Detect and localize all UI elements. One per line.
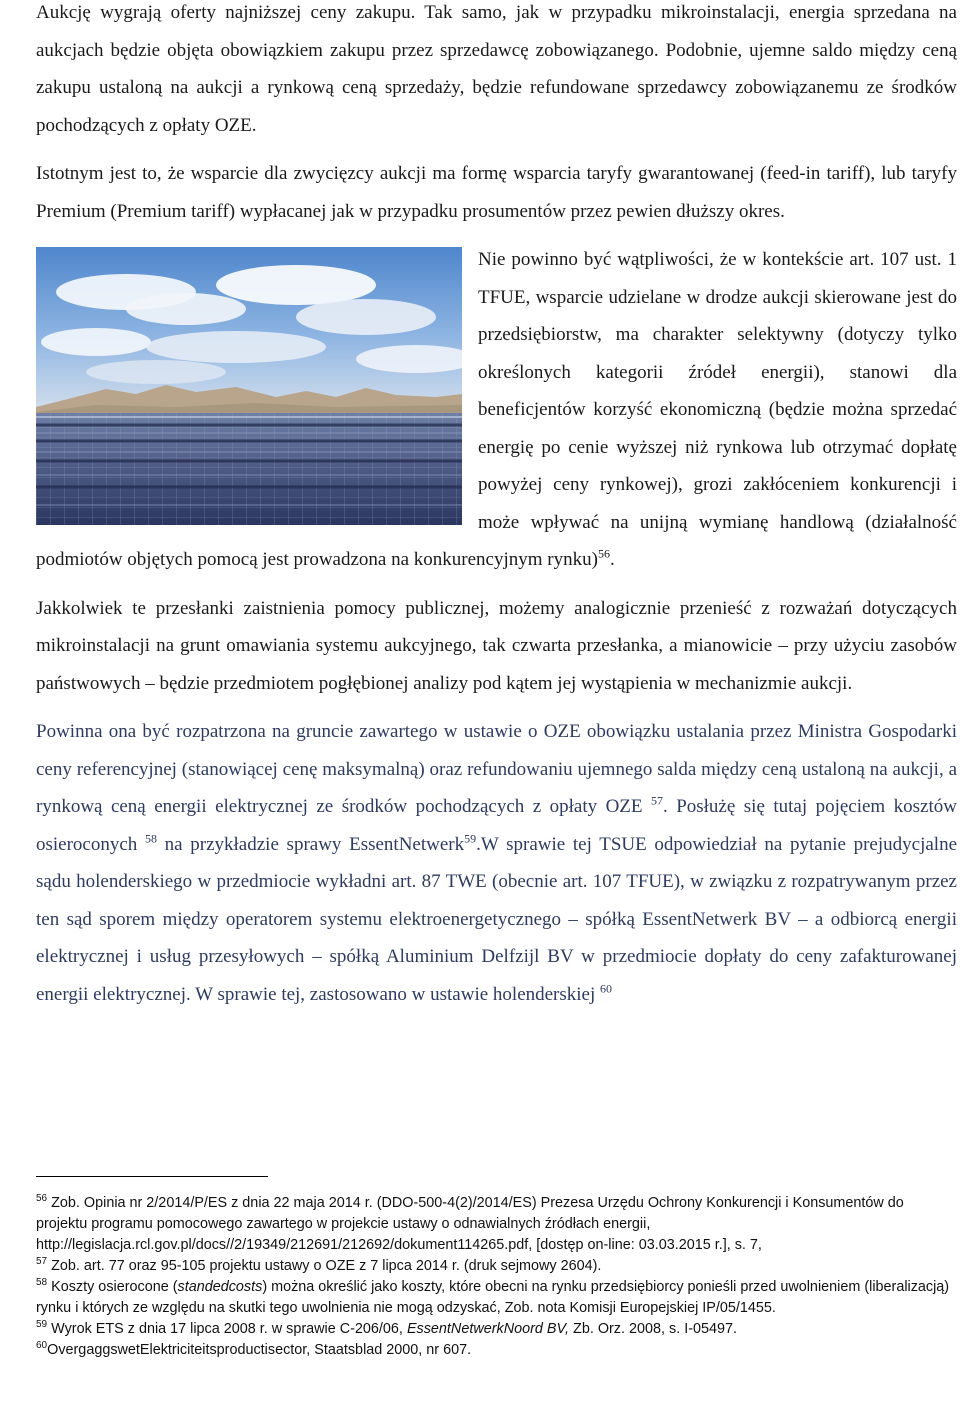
- paragraph-state-resources: Jakkolwiek te przesłanki zaistnienia pomocy publicznej, możemy analogicznie przenieść z rozważań dotyczących mikroinstalacji na grunt omawiania systemu aukcyjnego, tak czwarta przesłanka, a mianowicie – przy użyciu zasobów państwowych – będzie przedmiotem pogłębionej analizy pod kątem jej wystąpienia w mechanizmie aukcji.: [36, 597, 957, 694]
- document-page: [36, 0, 958, 1358]
- footnote-ref-60[interactable]: 60: [600, 981, 613, 996]
- paragraph-art107-end: .: [609, 549, 615, 570]
- footnote-number: 60: [36, 1340, 48, 1352]
- solar-panels-image: [36, 247, 462, 525]
- footnote-separator: [36, 1176, 268, 1177]
- footnote-number: 59: [36, 1319, 48, 1331]
- footnote-60: [36, 1340, 957, 1361]
- footnote-57: [36, 1256, 957, 1277]
- footnote-text: Zob. Opinia nr 2/2014/P/ES z dnia 22 maja 2014 r. (DDO-500-4(2)/2014/ES) Prezesa Urzędu Ochrony Konkurencji i Konsumentów do projektu programu pomocowego zawartego w projekcie ustawy o odnawialnych źródłach energii, http://legislacja.rcl.gov.pl/docs//2/19349/212691/212692/dokument114265.pdf, [dostęp on-line: 03.03.2015 r.], s. 7,: [36, 1195, 904, 1253]
- paragraph-art107-text: Nie powinno być wątpliwości, że w kontekście art. 107 ust. 1 TFUE, wsparcie udzielane w drodze aukcji skierowane jest do przedsiębiorstw, ma charakter selektywny (dotyczy tylko określonych kategorii źródeł energii), stanowi dla beneficjentów korzyść ekonomiczną (będzie można sprzedać energię po cenie wyższej niż rynkowa lub otrzymać dopłatę powyżej ceny rynkowej), grozi zakłóceniem konkurencji i może wpływać na unijną wymianę handlową (działalność podmiotów objętych pomocą jest prowadzona na konkurencyjnym rynku): [36, 249, 957, 570]
- footnote-text: OvergaggswetElektriciteitsproductisector, Staatsblad 2000, nr 607.: [47, 1342, 472, 1358]
- footnote-text: Zb. Orz. 2008, s. I-05497.: [569, 1321, 738, 1337]
- footnote-number: 58: [36, 1277, 48, 1289]
- paragraph-essent-text-a: Powinna ona być rozpatrzona na gruncie zawartego w ustawie o OZE obowiązku ustalania przez Ministra Gospodarki ceny referencyjnej (stanowiącej cenę maksymalną) oraz refundowaniu ujemnego salda między ceną ustaloną na aukcji, a rynkową ceną energii elektrycznej ze środków pochodzących z opłaty OZE: [36, 721, 957, 817]
- footnote-italic-case: EssentNetwerkNoord BV,: [406, 1321, 570, 1337]
- footnote-59: [36, 1319, 957, 1340]
- footnote-number: 57: [36, 1256, 48, 1268]
- footnote-number: 56: [36, 1193, 48, 1205]
- paragraph-essent-text-c: na przykładzie sprawy EssentNetwerk: [164, 833, 465, 855]
- footnote-ref-57[interactable]: 57: [650, 793, 663, 808]
- footnote-ref-58[interactable]: 58: [144, 831, 157, 846]
- paragraph-essent-text-d: .W sprawie tej TSUE odpowiedział na pytanie prejudycjalne sądu holenderskiego w przedmiocie wykładni art. 87 TWE (obecnie art. 107 TFUE), w związku z rozpatrywanym przez ten sąd sporem między operatorem systemu elektroenergetycznego – spółką EssentNetwerk BV – a odbiorcą energii elektrycznej i usług przesyłowych – spółką Aluminium Delfzijl BV w przedmiocie dopłaty do ceny zafakturowanej energii elektrycznej. W sprawie tej, zastosowano w ustawie holenderskiej: [36, 833, 958, 1005]
- footnote-text: Koszty osierocone (: [51, 1279, 178, 1295]
- paragraph-essent-text-b: . Posłużę się tutaj pojęciem kosztów osieroconych: [36, 796, 957, 855]
- footnote-text: ) można określić jako koszty, które obecni na rynku przedsiębiorcy ponieśli przed uwolnieniem (liberalizacją) rynku i których ze względu na skutki tego uwolnienia nie mogą odzyskać, Zob. nota Komisji Europejskiej IP/05/1455.: [36, 1279, 950, 1316]
- footnote-58: [36, 1277, 957, 1319]
- footnote-italic-term: standedcosts: [177, 1279, 263, 1295]
- footnote-56: [36, 1193, 957, 1256]
- solar-panels-photo: [36, 247, 462, 525]
- footnote-ref-56[interactable]: 56: [597, 546, 610, 561]
- paragraph-essent-case: [36, 713, 957, 1013]
- footnote-text: Zob. art. 77 oraz 95-105 projektu ustawy o OZE z 7 lipca 2014 r. (druk sejmowy 2604).: [51, 1258, 602, 1274]
- footnote-ref-59[interactable]: 59: [464, 831, 477, 846]
- paragraph-feed-in-tariff: Istotnym jest to, że wsparcie dla zwycięzcy aukcji ma formę wsparcia taryfy gwarantowanej (feed-in tariff), lub taryfy Premium (Premium tariff) wypłacanej jak w przypadku prosumentów przez pewien dłuższy okres.: [36, 163, 957, 222]
- footnote-text: Wyrok ETS z dnia 17 lipca 2008 r. w sprawie C-206/06,: [51, 1321, 407, 1337]
- footnotes: [36, 1193, 957, 1361]
- paragraph-auction-offers: Aukcję wygrają oferty najniższej ceny zakupu. Tak samo, jak w przypadku mikroinstalacji, energia sprzedana na aukcjach będzie objęta obowiązkiem zakupu przez sprzedawcę zobowiązanego. Podobnie, ujemne saldo między ceną zakupu ustaloną na aukcji a rynkową ceną sprzedaży, będzie refundowane sprzedawcy zobowiązanemu ze środków pochodzących z opłaty OZE.: [36, 2, 957, 136]
